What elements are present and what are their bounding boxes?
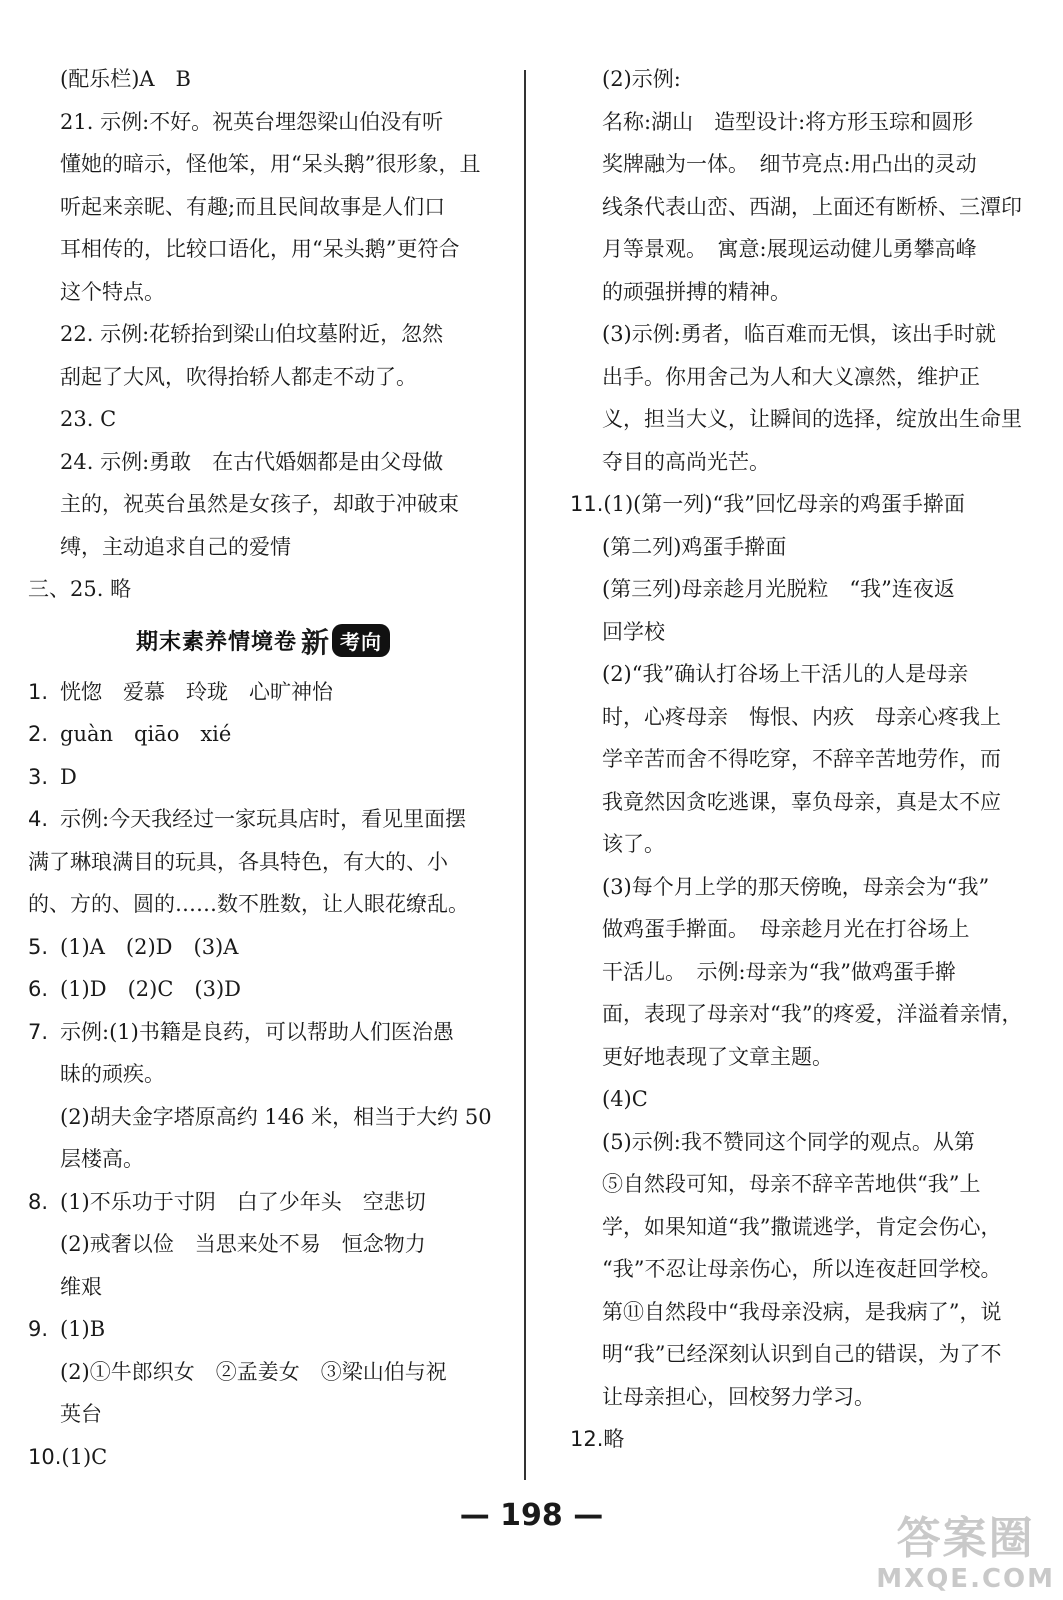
- answer-line: [28, 1011, 498, 1054]
- answer-text: 略: [603, 1427, 625, 1451]
- answer-text: 恍惚 爱慕 玲珑 心旷神怡: [60, 679, 333, 704]
- answer-line: [28, 271, 498, 314]
- answer-line: [28, 1181, 498, 1224]
- answer-text: guàn qiāo xié: [60, 722, 232, 746]
- answer-line: [28, 101, 498, 144]
- answer-line: [570, 738, 1040, 781]
- question-number: 9.: [28, 1317, 49, 1341]
- answer-line: [28, 1351, 498, 1394]
- answer-line: [570, 653, 1040, 696]
- answer-line: [28, 228, 498, 271]
- answer-text: 时，心疼母亲 悔恨、内疚 母亲心疼我上: [602, 704, 1001, 729]
- column-divider: [524, 70, 526, 1480]
- new-direction-badge: [301, 621, 390, 661]
- question-number: 2.: [28, 722, 49, 746]
- answer-line: [570, 1291, 1040, 1334]
- answer-text: 22. 示例:花轿抬到梁山伯坟墓附近，忽然: [60, 322, 444, 346]
- answer-line: [570, 696, 1040, 739]
- answer-line: [570, 951, 1040, 994]
- answer-line: [28, 1138, 498, 1181]
- badge-char: 新: [301, 625, 331, 659]
- answer-line: [570, 526, 1040, 569]
- answer-line: [28, 926, 498, 969]
- answer-line: [28, 398, 498, 441]
- left-answer-column: [28, 58, 498, 1478]
- answer-text: (配乐栏)A B: [60, 67, 191, 91]
- answer-line: [28, 756, 498, 799]
- answer-text: (5)示例:我不赞同这个同学的观点。从第: [602, 1129, 975, 1154]
- answer-line: [570, 143, 1040, 186]
- answer-text: 明“我”已经深刻认识到自己的错误，为了不: [602, 1342, 1002, 1366]
- answer-line: [570, 1248, 1040, 1291]
- question-number: 5.: [28, 934, 49, 959]
- answer-text: 24. 示例:勇敢 在古代婚姻都是由父母做: [60, 449, 444, 474]
- right-answer-column: [570, 58, 1040, 1461]
- answer-text: 的、方的、圆的……数不胜数，让人眼花缭乱。: [28, 892, 469, 916]
- answer-line: [28, 483, 498, 526]
- answer-text: 维艰: [60, 1274, 102, 1299]
- answer-line: [570, 823, 1040, 866]
- answer-text: (第三列)母亲趁月光脱粒 “我”连夜返: [602, 577, 955, 601]
- answer-line: [28, 713, 498, 756]
- answer-text: 示例:(1)书籍是良药，可以帮助人们医治愚: [60, 1019, 454, 1044]
- answer-line: [570, 101, 1040, 144]
- section-banner: [136, 621, 390, 661]
- answer-text: (1)A (2)D (3)A: [60, 934, 239, 959]
- answer-line: [570, 908, 1040, 951]
- answer-text: 让母亲担心，回校努力学习。: [602, 1384, 875, 1409]
- answer-text: (2)“我”确认打谷场上干活儿的人是母亲: [602, 662, 969, 686]
- answer-line: [570, 441, 1040, 484]
- answer-line: [570, 356, 1040, 399]
- answer-line: [28, 883, 498, 926]
- answer-line: [28, 798, 498, 841]
- answer-text: 昧的顽疾。: [60, 1062, 165, 1086]
- answer-text: (第二列)鸡蛋手擀面: [602, 534, 787, 559]
- answer-text: 缚，主动追求自己的爱情: [60, 534, 291, 559]
- answer-text: (4)C: [602, 1087, 648, 1111]
- answer-text: (2)胡夫金字塔原高约 146 米，相当于大约 50: [60, 1104, 492, 1129]
- answer-text: 义，担当大义，让瞬间的选择，绽放出生命里: [602, 407, 1022, 431]
- answer-text: (1)B: [60, 1317, 106, 1341]
- question-number: 12.: [570, 1427, 604, 1451]
- answer-line: [570, 313, 1040, 356]
- answer-text: 这个特点。: [60, 279, 165, 304]
- answer-text: 奖牌融为一体。 细节亮点:用凸出的灵动: [602, 152, 977, 176]
- answer-line: [28, 1393, 498, 1436]
- answer-text: ⑤自然段可知，母亲不辞辛苦地供“我”上: [602, 1172, 981, 1196]
- answer-line: [570, 398, 1040, 441]
- answer-text: 更好地表现了文章主题。: [602, 1044, 833, 1069]
- answer-text: (2)戒奢以俭 当思来处不易 恒念物力: [60, 1232, 426, 1256]
- answer-text: 该了。: [602, 832, 665, 856]
- badge-label: 考向: [332, 624, 390, 657]
- question-number: 11.: [570, 492, 604, 516]
- answer-line: [570, 483, 1040, 526]
- answer-line: [28, 356, 498, 399]
- answer-text: 学辛苦而舍不得吃穿，不辞辛苦地劳作，而: [602, 747, 1001, 771]
- answer-line: [28, 1053, 498, 1096]
- answer-line: [570, 1163, 1040, 1206]
- answer-text: 满了琳琅满目的玩具，各具特色，有大的、小: [28, 849, 448, 874]
- answer-text: 干活儿。 示例:母亲为“我”做鸡蛋手擀: [602, 959, 957, 984]
- section-heading: [28, 611, 498, 671]
- answer-text: 月等景观。 寓意:展现运动健儿勇攀高峰: [602, 237, 977, 261]
- answer-line: [570, 1078, 1040, 1121]
- answer-text: 的顽强拼搏的精神。: [602, 279, 791, 304]
- answer-line: [28, 1308, 498, 1351]
- answer-text: 耳相传的，比较口语化，用“呆头鹅”更符合: [60, 237, 460, 261]
- watermark-logo: [876, 1514, 1055, 1594]
- answer-text: 刮起了大风，吹得抬轿人都走不动了。: [60, 364, 417, 389]
- answer-line: [28, 143, 498, 186]
- answer-text: 学，如果知道“我”撒谎逃学，肯定会伤心，: [602, 1214, 1002, 1239]
- answer-text: (2)示例:: [602, 67, 681, 91]
- answer-text: 21. 示例:不好。祝英台埋怨梁山伯没有听: [60, 109, 444, 134]
- watermark-url: MXQE.COM: [876, 1564, 1055, 1594]
- answer-line: [28, 671, 498, 714]
- section-title: 期末素养情境卷: [135, 630, 297, 655]
- answer-text: (3)示例:勇者，临百难而无惧，该出手时就: [602, 322, 996, 346]
- answer-line: [28, 186, 498, 229]
- answer-text: D: [60, 764, 77, 789]
- answer-text: 示例:今天我经过一家玩具店时，看见里面摆: [60, 807, 467, 831]
- answer-text: 做鸡蛋手擀面。 母亲趁月光在打谷场上: [602, 917, 970, 941]
- page-number: — 198 —: [459, 1498, 604, 1533]
- answer-text: 听起来亲昵、有趣;而且民间故事是人们口: [60, 194, 446, 219]
- answer-line: [28, 841, 498, 884]
- answer-line: [570, 1376, 1040, 1419]
- answer-line: [28, 58, 498, 101]
- answer-line: [570, 1418, 1040, 1461]
- answer-text: 懂她的暗示，怪他笨，用“呆头鹅”很形象，且: [60, 152, 481, 176]
- answer-text: 第⑪自然段中“我母亲没病，是我病了”，说: [602, 1299, 1002, 1324]
- answer-text: 名称:湖山 造型设计:将方形玉琮和圆形: [602, 109, 974, 134]
- answer-line: [28, 568, 498, 611]
- answer-text: 夺目的高尚光芒。: [602, 449, 770, 474]
- answer-line: [570, 611, 1040, 654]
- answer-text: 出手。你用舍己为人和大义凛然，维护正: [602, 364, 980, 389]
- answer-line: [570, 186, 1040, 229]
- question-number: 8.: [28, 1189, 49, 1214]
- answer-line: [570, 1333, 1040, 1376]
- answer-text: “我”不忍让母亲伤心，所以连夜赶回学校。: [602, 1257, 1002, 1281]
- answer-text: (1)C: [61, 1444, 108, 1469]
- answer-line: [28, 968, 498, 1011]
- answer-text: 回学校: [602, 619, 665, 644]
- question-number: 1.: [28, 679, 49, 704]
- answer-line: [570, 781, 1040, 824]
- question-number: 10.: [28, 1444, 62, 1469]
- answer-line: [28, 1096, 498, 1139]
- answer-line: [28, 1223, 498, 1266]
- answer-text: 三、25. 略: [28, 577, 132, 601]
- answer-text: 层楼高。: [60, 1147, 144, 1171]
- answer-text: 我竟然因贪吃逃课，辜负母亲，真是太不应: [602, 789, 1001, 814]
- answer-text: (3)每个月上学的那天傍晚，母亲会为“我”: [602, 874, 990, 899]
- answer-line: [570, 993, 1040, 1036]
- answer-line: [570, 568, 1040, 611]
- answer-line: [570, 271, 1040, 314]
- answer-line: [28, 526, 498, 569]
- answer-line: [570, 58, 1040, 101]
- answer-line: [28, 1436, 498, 1479]
- answer-line: [570, 1036, 1040, 1079]
- answer-line: [570, 1206, 1040, 1249]
- answer-text: (1)不乐功于寸阴 白了少年头 空悲切: [60, 1189, 426, 1214]
- question-number: 6.: [28, 977, 49, 1001]
- answer-text: 英台: [60, 1402, 102, 1426]
- answer-text: 23. C: [60, 407, 117, 431]
- question-number: 3.: [28, 764, 49, 789]
- answer-text: 线条代表山峦、西湖，上面还有断桥、三潭印: [602, 194, 1022, 219]
- answer-line: [28, 441, 498, 484]
- answer-line: [570, 228, 1040, 271]
- answer-line: [570, 866, 1040, 909]
- watermark-title: 答案圈: [896, 1513, 1035, 1564]
- answer-text: (1)(第一列)“我”回忆母亲的鸡蛋手擀面: [603, 492, 966, 516]
- answer-line: [28, 313, 498, 356]
- answer-text: (2)①牛郎织女 ②孟姜女 ③梁山伯与祝: [60, 1359, 447, 1384]
- question-number: 4.: [28, 807, 49, 831]
- answer-line: [28, 1266, 498, 1309]
- answer-text: (1)D (2)C (3)D: [60, 977, 241, 1001]
- answer-line: [570, 1121, 1040, 1164]
- answer-text: 面，表现了母亲对“我”的疼爱，洋溢着亲情，: [602, 1002, 1023, 1026]
- question-number: 7.: [28, 1019, 49, 1044]
- answer-text: 主的，祝英台虽然是女孩子，却敢于冲破束: [60, 492, 459, 516]
